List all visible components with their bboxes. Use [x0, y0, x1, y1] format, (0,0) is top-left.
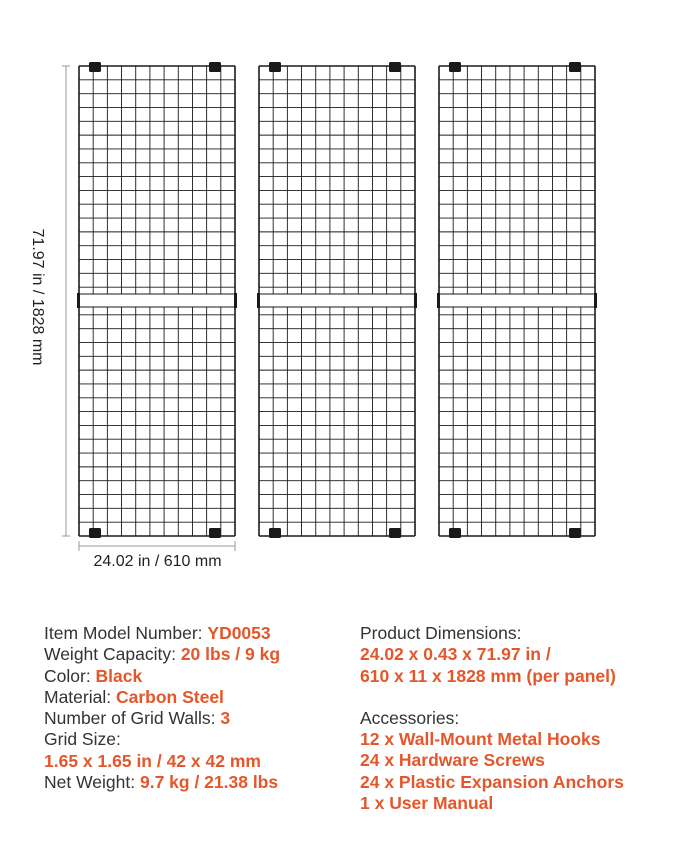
- material-value: Carbon Steel: [115, 686, 224, 707]
- net-weight-value: 9.7 kg / 21.38 lbs: [139, 772, 279, 793]
- color-row: [44, 666, 280, 687]
- hook-icon: [269, 62, 281, 72]
- capacity-label: Weight Capacity:: [44, 644, 181, 665]
- hook-icon: [569, 528, 581, 538]
- seam-clip: [414, 293, 417, 308]
- specs-right-column: [360, 623, 624, 814]
- color-label: Color:: [44, 665, 96, 686]
- product-dimensions-line2: 610 x 11 x 1828 mm (per panel): [360, 665, 616, 686]
- accessory-item: 1 x User Manual: [360, 793, 494, 814]
- model-row: [44, 623, 280, 644]
- product-dimensions-line1: 24.02 x 0.43 x 71.97 in /: [360, 644, 551, 665]
- grid-walls-value: 3: [220, 708, 231, 729]
- grid-walls-label: Number of Grid Walls:: [44, 708, 221, 729]
- accessories-label: Accessories:: [360, 707, 460, 728]
- model-value: YD0053: [207, 623, 271, 643]
- hook-icon: [209, 62, 221, 72]
- specs-left-column: [44, 623, 280, 793]
- hook-icon: [449, 528, 461, 538]
- seam-clip: [594, 293, 597, 308]
- accessory-item: 24 x Hardware Screws: [360, 750, 545, 771]
- material-label: Material:: [44, 686, 116, 707]
- height-dimension-label: 71.97 in / 1828 mm: [29, 228, 46, 366]
- accessory-item: 24 x Plastic Expansion Anchors: [360, 771, 624, 792]
- hook-icon: [569, 62, 581, 72]
- hook-icon: [89, 528, 101, 538]
- grid-size-value: 1.65 x 1.65 in / 42 x 42 mm: [44, 750, 261, 771]
- seam-clip: [437, 293, 440, 308]
- hook-icon: [449, 62, 461, 72]
- net-weight-row: [44, 772, 280, 793]
- net-weight-label: Net Weight:: [44, 772, 140, 793]
- hook-icon: [389, 62, 401, 72]
- hook-icon: [269, 528, 281, 538]
- seam-clip: [257, 293, 260, 308]
- capacity-row: [44, 644, 280, 665]
- spacer: [360, 687, 624, 708]
- model-label: Item Model Number:: [44, 623, 208, 643]
- hook-icon: [209, 528, 221, 538]
- hook-icon: [89, 62, 101, 72]
- product-dimensions-label: Product Dimensions:: [360, 623, 522, 643]
- seam-clip: [77, 293, 80, 308]
- material-row: [44, 687, 280, 708]
- color-value: Black: [95, 665, 143, 686]
- accessory-item: 12 x Wall-Mount Metal Hooks: [360, 729, 601, 750]
- capacity-value: 20 lbs / 9 kg: [180, 644, 281, 665]
- seam-clip: [234, 293, 237, 308]
- width-dimension-label: 24.02 in / 610 mm: [93, 553, 222, 570]
- grid-size-label: Grid Size:: [44, 729, 121, 750]
- hook-icon: [389, 528, 401, 538]
- grid-walls-row: [44, 708, 280, 729]
